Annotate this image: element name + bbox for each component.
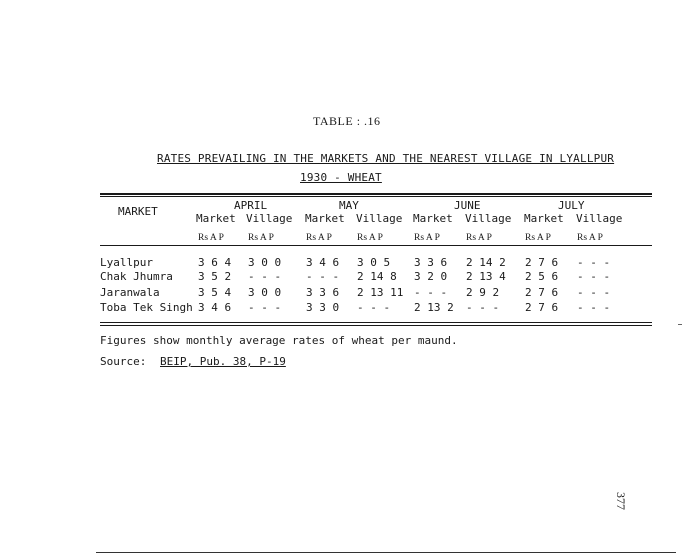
cell: 2 13 4: [466, 270, 506, 283]
cell: 2 7 6: [525, 256, 559, 269]
cell: 3 3 0: [306, 301, 340, 314]
cell: 2 14 2: [466, 256, 506, 269]
cell: 3 0 0: [248, 256, 282, 269]
unit-label: Rs A P: [248, 233, 274, 243]
header-month-june: JUNE: [454, 199, 481, 212]
cell: 2 7 6: [525, 301, 559, 314]
cell: - - -: [577, 286, 611, 299]
cell: - - -: [414, 286, 448, 299]
header-month-may: MAY: [339, 199, 359, 212]
cell: 2 14 8: [357, 270, 397, 283]
cell: - - -: [577, 270, 611, 283]
source-text: BEIP, Pub. 38, P-19: [160, 355, 286, 368]
page-number: 377: [614, 492, 628, 510]
cell: - - -: [577, 256, 611, 269]
cell: 3 0 5: [357, 256, 391, 269]
cell: - - -: [248, 301, 282, 314]
bottom-rule: [100, 322, 652, 323]
header-month-july: JULY: [558, 199, 585, 212]
row-market-name: Lyallpur: [100, 256, 153, 269]
subheader-june-market: Market: [413, 212, 453, 225]
footnote: Figures show monthly average rates of wheat per maund.: [100, 334, 458, 347]
cell: - - -: [357, 301, 391, 314]
cell: 3 4 6: [306, 256, 340, 269]
cell: 3 6 4: [198, 256, 232, 269]
bottom-line: [96, 552, 676, 553]
row-market-name: Chak Jhumra: [100, 270, 173, 283]
cell: 3 3 6: [306, 286, 340, 299]
subheader-may-market: Market: [305, 212, 345, 225]
table-caption: TABLE : .16: [313, 114, 381, 128]
header-month-april: APRIL: [234, 199, 268, 212]
top-rule: [100, 193, 652, 195]
cell: 2 13 11: [357, 286, 404, 299]
cell: - - -: [577, 301, 611, 314]
cell: 3 2 0: [414, 270, 448, 283]
cell: 3 0 0: [248, 286, 282, 299]
bottom-rule-2: [100, 325, 652, 326]
row-market-name: Toba Tek Singh: [100, 301, 193, 314]
unit-label: Rs A P: [357, 233, 383, 243]
header-market: MARKET: [118, 205, 158, 218]
cell: - - -: [466, 301, 500, 314]
cell: 2 13 2: [414, 301, 454, 314]
unit-label: Rs A P: [306, 233, 332, 243]
cell: 3 5 2: [198, 270, 232, 283]
unit-label: Rs A P: [414, 233, 440, 243]
cell: 2 9 2: [466, 286, 500, 299]
header-rule: [100, 245, 652, 246]
unit-label: Rs A P: [577, 233, 603, 243]
subheader-july-village: Village: [576, 212, 623, 225]
cell: 3 5 4: [198, 286, 232, 299]
subheader-july-market: Market: [524, 212, 564, 225]
unit-label: Rs A P: [525, 233, 551, 243]
table-subtitle: 1930 - WHEAT: [300, 171, 382, 184]
cell: 2 5 6: [525, 270, 559, 283]
unit-label: Rs A P: [198, 233, 224, 243]
subheader-april-market: Market: [196, 212, 236, 225]
cell: 3 3 6: [414, 256, 448, 269]
top-rule-2: [100, 196, 652, 197]
unit-label: Rs A P: [466, 233, 492, 243]
source-label: Source:: [100, 355, 147, 368]
table-title: RATES PREVAILING IN THE MARKETS AND THE NEAREST VILLAGE IN LYALLPUR: [157, 152, 615, 165]
cell: 3 4 6: [198, 301, 232, 314]
cell: - - -: [306, 270, 340, 283]
margin-mark: [678, 324, 682, 325]
cell: - - -: [248, 270, 282, 283]
subheader-may-village: Village: [356, 212, 403, 225]
subheader-june-village: Village: [465, 212, 512, 225]
subheader-april-village: Village: [246, 212, 293, 225]
cell: 2 7 6: [525, 286, 559, 299]
row-market-name: Jaranwala: [100, 286, 160, 299]
